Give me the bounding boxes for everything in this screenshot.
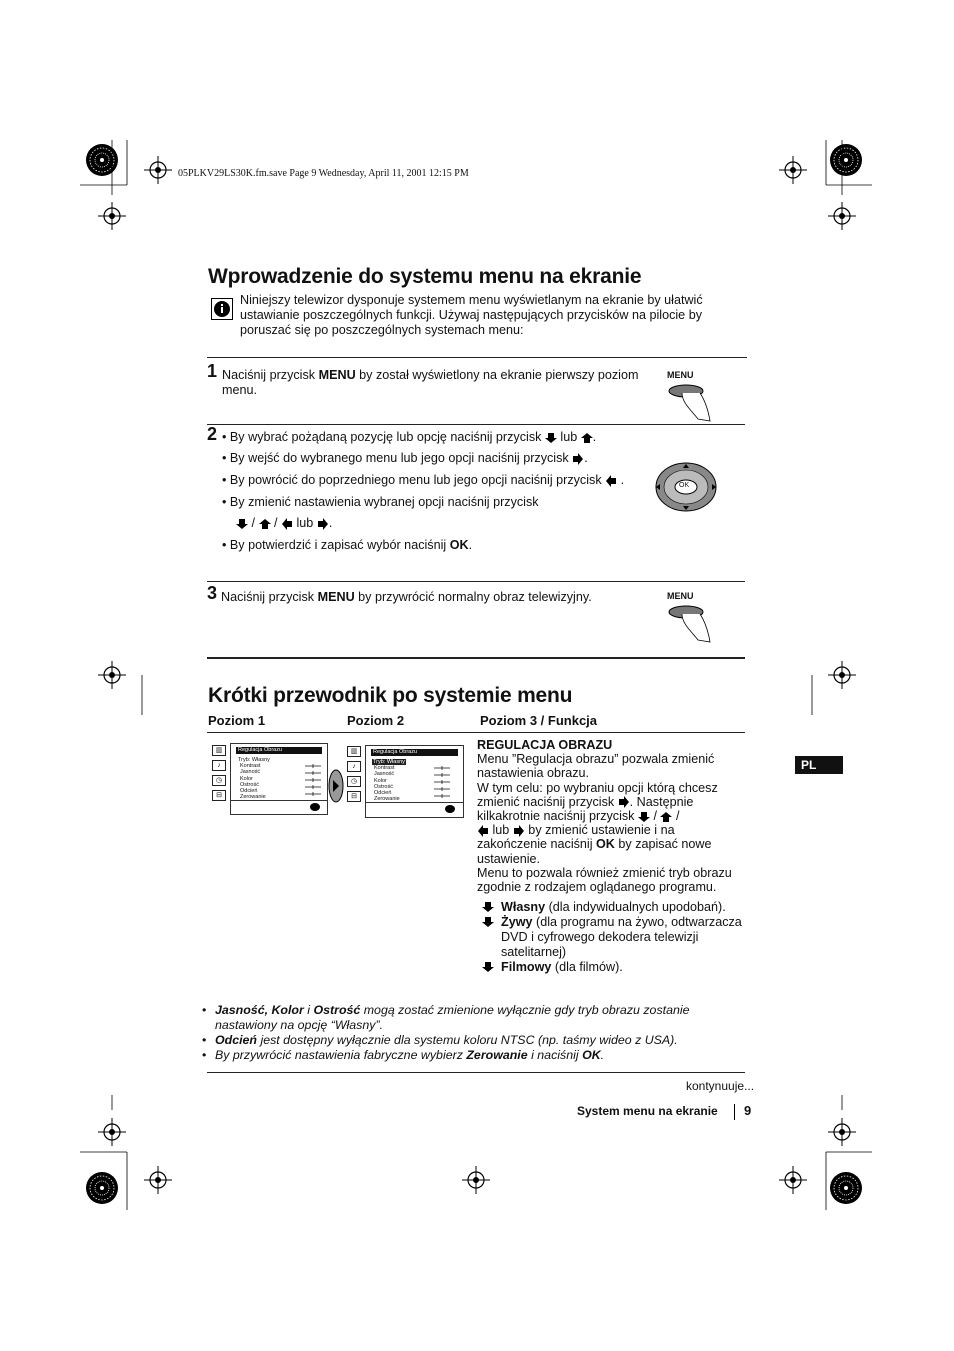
note-1: • Jasność, Kolor i Ostrość mogą zostać zmienione wyłącznie gdy tryb obrazu zostanie nastawiony na opcję “Własny”. (202, 1003, 690, 1032)
mode-options (477, 900, 747, 975)
menu-screen-level-1 (230, 743, 328, 815)
menu-screen-level-2 (365, 745, 464, 818)
page-number: 9 (744, 1103, 752, 1118)
footer-section-name: System menu na ekranie (577, 1104, 718, 1118)
menu-button-illustration-1 (664, 369, 724, 425)
step-number-3: 3 (207, 583, 218, 603)
picture-icon: ▥ (212, 745, 226, 756)
menu-item: Ostrość (374, 783, 393, 790)
section-title-intro: Wprowadzenie do systemu menu na ekranie (208, 265, 642, 288)
arrow-left-icon (477, 825, 489, 837)
ok-round-icon (309, 802, 321, 812)
arrow-left-icon (281, 518, 293, 530)
timer-icon: ◷ (347, 776, 361, 787)
arrow-down-icon (481, 916, 495, 928)
remote-navigation-pad (655, 462, 717, 512)
step-3-text: Naciśnij przycisk MENU by przywrócić normalny obraz telewizyjny. (221, 590, 592, 604)
step-2-bullet-3: • By powrócić do poprzedniego menu lub jego opcji naciśnij przycisk . (222, 473, 625, 487)
arrow-down-icon (481, 901, 495, 913)
arrow-up-icon (660, 811, 672, 823)
divider (207, 424, 745, 425)
menu-item: Zerowanie (374, 796, 400, 803)
arrow-right-icon (572, 453, 584, 465)
intro-paragraph: Niniejszy telewizor dysponuje systemem menu wyświetlanym na ekranie by ułatwić ustawianie poszczególnych funkcji. Używaj następujących przycisków na pilocie by poruszać się po poszczególnych systemach menu: (240, 293, 703, 337)
language-badge-pl: PL (795, 756, 843, 774)
level-3-description (477, 738, 747, 975)
info-icon (211, 298, 233, 320)
menu-item: Kolor (374, 777, 387, 784)
slider-marks (434, 766, 454, 806)
arrow-down-icon (545, 432, 557, 444)
arrow-right-icon (317, 518, 329, 530)
step-2-bullet-1: • By wybrać pożądaną pozycję lub opcję naciśnij przycisk lub . (222, 430, 597, 444)
ok-button-label: OK (679, 482, 690, 489)
arrow-between-levels-icon (328, 768, 344, 804)
file-header-line: 05PLKV29LS30K.fm.save Page 9 Wednesday, April 11, 2001 12:15 PM (178, 168, 469, 179)
ok-round-icon (444, 804, 456, 814)
level-2-header: Poziom 2 (347, 713, 405, 728)
slider-marks (305, 764, 325, 804)
divider (207, 581, 745, 582)
menu-title: Regulacja Obrazu (371, 749, 458, 756)
menu-item: Kolor (240, 775, 253, 782)
setup-icon: ⊟ (212, 790, 226, 801)
menu-items (238, 757, 270, 800)
arrow-down-icon (638, 811, 650, 823)
menu-button-label: MENU (667, 591, 694, 601)
level-1-header: Poziom 1 (208, 713, 266, 728)
menu-item: Kontrast (240, 763, 261, 770)
divider (207, 657, 745, 659)
level-2-icon-column (347, 746, 361, 806)
arrow-right-icon (618, 796, 630, 808)
regulacja-heading: REGULACJA OBRAZU (477, 738, 613, 752)
timer-icon: ◷ (212, 775, 226, 786)
step-1-text: Naciśnij przycisk MENU by został wyświetlony na ekranie pierwszy poziom menu. (222, 368, 639, 397)
step-2-bullet-4-arrows: / / lub . (236, 516, 332, 531)
note-3: • By przywrócić nastawienia fabryczne wybierz Zerowanie i naciśnij OK. (202, 1048, 605, 1062)
picture-icon: ▥ (347, 746, 361, 757)
menu-item: Ostrość (240, 781, 259, 788)
arrow-up-icon (259, 518, 271, 530)
arrow-down-icon (481, 961, 495, 973)
note-2: • Odcień jest dostępny wyłącznie dla systemu koloru NTSC (np. taśmy wideo z USA). (202, 1033, 678, 1047)
arrow-down-icon (236, 518, 248, 530)
divider (207, 357, 747, 358)
mode-option-zywy: Żywy (dla programu na żywo, odtwarzacza DVD i cyfrowego dekodera telewizji satelitarnej) (501, 915, 747, 960)
menu-button-illustration-2 (664, 590, 724, 646)
step-2-bullet-5: • By potwierdzić i zapisać wybór naciśnij OK. (222, 538, 473, 552)
level-1-icon-column (212, 745, 226, 805)
menu-item: Odcień (374, 790, 392, 797)
menu-item: Kontrast (374, 765, 395, 772)
divider (207, 1072, 745, 1073)
menu-item: Odcień (240, 788, 258, 795)
step-2-bullet-4: • By zmienić nastawienia wybranej opcji naciśnij przycisk (222, 495, 539, 509)
step-number-1: 1 (207, 361, 218, 381)
sound-icon: ♪ (212, 760, 226, 771)
arrow-left-icon (605, 475, 617, 487)
mode-option-filmowy: Filmowy (dla filmów). (501, 960, 747, 975)
divider (207, 732, 745, 733)
menu-item: Zerowanie (240, 794, 266, 801)
level-3-header: Poziom 3 / Funkcja (480, 713, 598, 728)
menu-item: Tryb: Własny (238, 757, 270, 763)
menu-item: Jasność (240, 769, 261, 776)
description-p3: Menu to pozwala również zmienić tryb obrazu zgodnie z rodzajem oglądanego programu. (477, 865, 732, 895)
menu-item: Jasność (374, 771, 395, 778)
menu-button-label: MENU (667, 370, 694, 380)
mode-option-wlasny: Własny (dla indywidualnych upodobań). (501, 900, 747, 915)
arrow-up-icon (581, 432, 593, 444)
footer-separator (734, 1104, 735, 1120)
arrow-right-icon (513, 825, 525, 837)
step-number-2: 2 (207, 424, 218, 444)
menu-item-selected: Tryb: Własny (373, 759, 405, 765)
description-p1: Menu ”Regulacja obrazu” pozwala zmienić nastawienia obrazu. (477, 752, 715, 781)
setup-icon: ⊟ (347, 791, 361, 802)
section-title-guide: Krótki przewodnik po systemie menu (208, 684, 573, 707)
continued-label: kontynuuje... (686, 1079, 755, 1093)
menu-items (372, 759, 406, 802)
menu-title: Regulacja Obrazu (236, 747, 322, 754)
description-p2: W tym celu: po wybraniu opcji którą chcesz zmienić naciśnij przycisk . Następnie kilkakrotnie naciśnij przycisk / / lub by zmienić ustawienie i na zakończenie naciśnij OK by zapisać nowe ustawienie. (477, 780, 718, 866)
step-2-bullet-2: • By wejść do wybranego menu lub jego opcji naciśnij przycisk . (222, 451, 588, 465)
sound-icon: ♪ (347, 761, 361, 772)
